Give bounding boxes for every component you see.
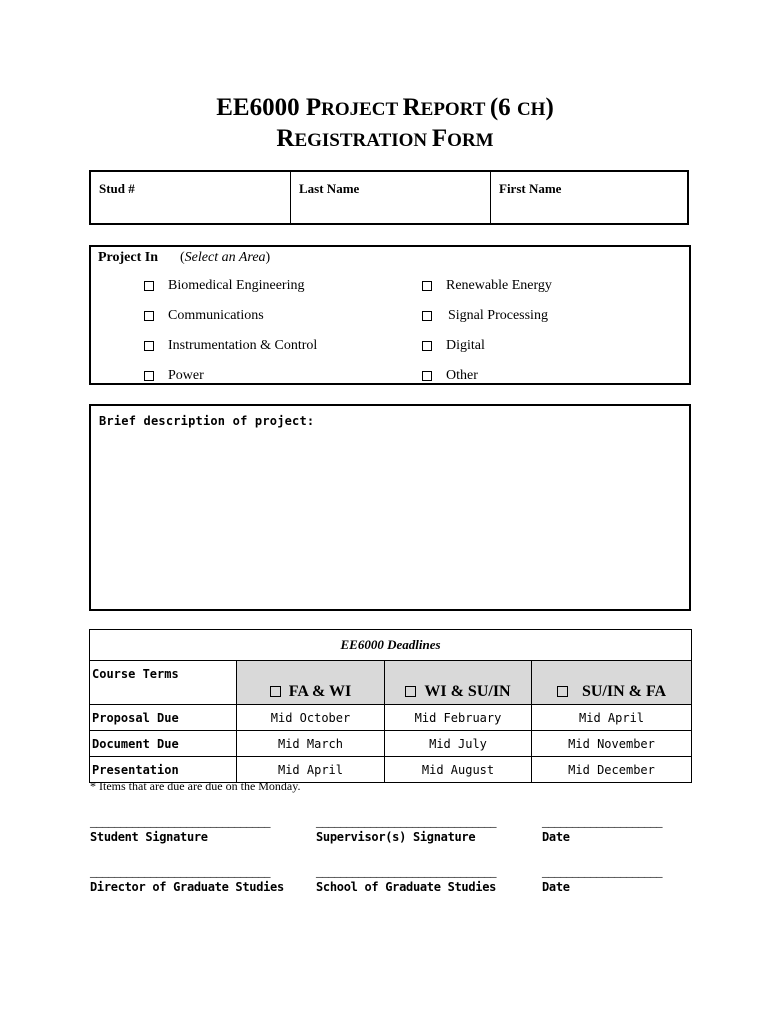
- project-in-label: Project In: [98, 250, 158, 265]
- table-cell: Mid November: [532, 731, 692, 757]
- last-name-field[interactable]: [291, 172, 491, 223]
- option-digital[interactable]: Digital: [422, 338, 485, 354]
- supervisor-signature-line[interactable]: ______________________________: [316, 814, 496, 829]
- option-other[interactable]: Other: [422, 368, 478, 384]
- checkbox-icon[interactable]: [405, 686, 416, 697]
- table-cell: Mid December: [532, 757, 692, 783]
- description-label: Brief description of project:: [99, 414, 315, 428]
- deadline-footnote: * Items that are due are due on the Monday.: [90, 779, 301, 793]
- select-area-hint: (Select an Area): [180, 250, 271, 265]
- table-row: [90, 731, 692, 757]
- term-suin-fa[interactable]: SU/IN & FA: [532, 661, 692, 705]
- table-row: [90, 705, 692, 731]
- form-title-line2: REGISTRATION FORM: [276, 125, 494, 152]
- table-cell: Mid April: [237, 757, 385, 783]
- director-signature-label: Director of Graduate Studies: [90, 880, 284, 894]
- table-cell: Mid February: [385, 705, 532, 731]
- term-wi-suin[interactable]: WI & SU/IN: [385, 661, 532, 705]
- date-line[interactable]: ____________________: [542, 814, 662, 829]
- student-signature-label: Student Signature: [90, 830, 208, 844]
- school-signature-line[interactable]: ______________________________: [316, 864, 496, 879]
- first-name-label: First Name: [499, 181, 562, 196]
- row-label: Proposal Due: [90, 705, 237, 731]
- option-biomedical[interactable]: Biomedical Engineering: [144, 278, 304, 294]
- checkbox-icon[interactable]: [422, 311, 432, 321]
- student-signature-line[interactable]: ______________________________: [90, 814, 270, 829]
- table-cell: Mid April: [532, 705, 692, 731]
- form-title-line1: EE6000 PROJECT REPORT (6 CH): [216, 94, 554, 121]
- checkbox-icon[interactable]: [422, 371, 432, 381]
- option-communications[interactable]: Communications: [144, 308, 264, 324]
- date-label: Date: [542, 880, 570, 894]
- deadlines-title: EE6000 Deadlines: [90, 630, 692, 661]
- student-number-field[interactable]: [91, 172, 291, 223]
- row-label: Presentation: [90, 757, 237, 783]
- row-label: Document Due: [90, 731, 237, 757]
- checkbox-icon[interactable]: [144, 311, 154, 321]
- table-cell: Mid October: [237, 705, 385, 731]
- table-cell: Mid August: [385, 757, 532, 783]
- checkbox-icon[interactable]: [144, 341, 154, 351]
- first-name-field[interactable]: [491, 172, 687, 223]
- project-area-box: [89, 245, 691, 385]
- checkbox-icon[interactable]: [422, 341, 432, 351]
- term-fa-wi[interactable]: FA & WI: [237, 661, 385, 705]
- course-terms-label: Course Terms: [90, 661, 237, 705]
- student-info-box: [89, 170, 689, 225]
- description-box[interactable]: [89, 404, 691, 611]
- last-name-label: Last Name: [299, 181, 360, 196]
- director-signature-line[interactable]: ______________________________: [90, 864, 270, 879]
- option-renewable[interactable]: Renewable Energy: [422, 278, 552, 294]
- table-cell: Mid March: [237, 731, 385, 757]
- option-power[interactable]: Power: [144, 368, 204, 384]
- option-instrumentation[interactable]: Instrumentation & Control: [144, 338, 317, 354]
- school-signature-label: School of Graduate Studies: [316, 880, 497, 894]
- checkbox-icon[interactable]: [144, 371, 154, 381]
- deadlines-table: [89, 629, 692, 783]
- supervisor-signature-label: Supervisor(s) Signature: [316, 830, 476, 844]
- date-line[interactable]: ____________________: [542, 864, 662, 879]
- checkbox-icon[interactable]: [144, 281, 154, 291]
- option-signal-processing[interactable]: Signal Processing: [422, 308, 548, 324]
- checkbox-icon[interactable]: [557, 686, 568, 697]
- checkbox-icon[interactable]: [270, 686, 281, 697]
- checkbox-icon[interactable]: [422, 281, 432, 291]
- date-label: Date: [542, 830, 570, 844]
- student-number-label: Stud #: [99, 181, 135, 196]
- table-cell: Mid July: [385, 731, 532, 757]
